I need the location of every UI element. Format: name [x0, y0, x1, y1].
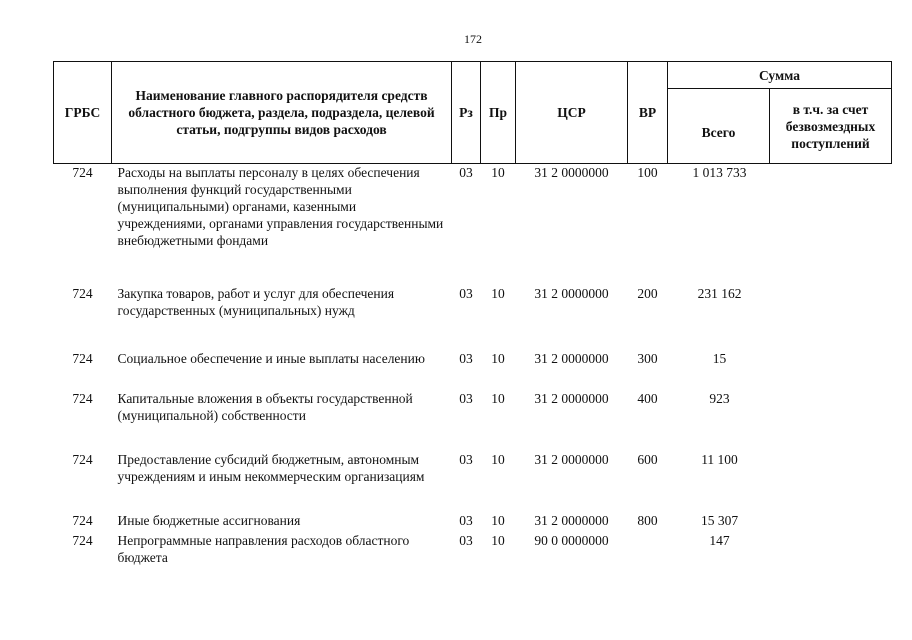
cell-grbs: 724 — [72, 512, 93, 528]
cell-grbs: 724 — [72, 532, 93, 548]
header-free: в т.ч. за счет безвозмездных поступлений — [770, 89, 892, 164]
cell-vr: 300 — [637, 350, 658, 366]
cell-pr: 10 — [491, 532, 505, 548]
cell-pr: 10 — [491, 512, 505, 528]
table-row — [54, 164, 892, 285]
cell-total: 231 162 — [697, 285, 742, 301]
cell-pr: 10 — [491, 451, 505, 467]
cell-name: Расходы на выплаты персоналу в целях обеспечения выполнения функций государственными (муниципальными) органами, казенными учреждениями, органами управления государственными внебюджетными фондами — [117, 165, 444, 248]
header-csr: ЦСР — [516, 62, 628, 164]
cell-csr: 31 2 0000000 — [534, 390, 609, 406]
cell-grbs: 724 — [72, 451, 93, 467]
cell-vr: 400 — [637, 390, 658, 406]
cell-free — [770, 164, 892, 285]
cell-rz: 03 — [459, 350, 473, 366]
cell-rz: 03 — [459, 451, 473, 467]
header-total: Всего — [668, 89, 770, 164]
cell-pr: 10 — [491, 390, 505, 406]
cell-vr: 100 — [637, 165, 658, 180]
cell-name: Закупка товаров, работ и услуг для обеспечения государственных (муниципальных) нужд — [117, 285, 395, 318]
cell-vr — [628, 532, 668, 568]
table-row — [54, 451, 892, 512]
header-rz: Рз — [452, 62, 481, 164]
cell-pr: 10 — [491, 350, 505, 366]
cell-name: Непрограммные направления расходов областного бюджета — [117, 532, 410, 565]
cell-total: 15 307 — [700, 512, 739, 528]
cell-name: Социальное обеспечение и иные выплаты населению — [117, 350, 425, 366]
cell-total: 923 — [709, 390, 730, 406]
table-row — [54, 285, 892, 350]
cell-csr: 31 2 0000000 — [534, 165, 609, 180]
cell-vr: 200 — [637, 285, 658, 301]
table-body — [54, 164, 892, 568]
cell-csr: 31 2 0000000 — [534, 512, 609, 528]
cell-free — [770, 532, 892, 568]
cell-vr: 800 — [637, 512, 658, 528]
cell-vr: 600 — [637, 451, 658, 467]
cell-grbs: 724 — [72, 285, 93, 301]
header-grbs: ГРБС — [54, 62, 112, 164]
cell-rz: 03 — [459, 512, 473, 528]
cell-name: Предоставление субсидий бюджетным, автономным учреждениям и иным некоммерческим организациям — [117, 451, 425, 484]
header-sum: Сумма — [668, 62, 892, 89]
cell-csr: 31 2 0000000 — [534, 285, 609, 301]
cell-rz: 03 — [459, 165, 473, 180]
cell-csr: 90 0 0000000 — [534, 532, 609, 548]
cell-pr: 10 — [491, 165, 505, 180]
budget-table — [53, 61, 892, 568]
table-header — [54, 62, 892, 164]
cell-total: 11 100 — [701, 451, 738, 467]
cell-grbs: 724 — [72, 165, 93, 180]
cell-free — [770, 390, 892, 451]
cell-rz: 03 — [459, 532, 473, 548]
cell-free — [770, 285, 892, 350]
cell-free — [770, 512, 892, 532]
cell-free — [770, 350, 892, 390]
table-row — [54, 512, 892, 532]
cell-free — [770, 451, 892, 512]
cell-name: Капитальные вложения в объекты государственной (муниципальной) собственности — [117, 390, 413, 423]
table-row — [54, 350, 892, 390]
cell-total: 147 — [709, 532, 730, 548]
header-pr: Пр — [481, 62, 516, 164]
cell-grbs: 724 — [72, 350, 93, 366]
cell-pr: 10 — [491, 285, 505, 301]
cell-csr: 31 2 0000000 — [534, 350, 609, 366]
page-number: 172 — [464, 32, 482, 46]
cell-grbs: 724 — [72, 390, 93, 406]
cell-csr: 31 2 0000000 — [534, 451, 609, 467]
table-row — [54, 390, 892, 451]
cell-rz: 03 — [459, 390, 473, 406]
header-name: Наименование главного распорядителя средств областного бюджета, раздела, подраздела, целевой статьи, подгруппы видов расходов — [112, 62, 452, 164]
cell-total: 15 — [712, 350, 727, 366]
cell-rz: 03 — [459, 285, 473, 301]
cell-name: Иные бюджетные ассигнования — [117, 512, 301, 528]
cell-total: 1 013 733 — [692, 165, 747, 180]
table-row — [54, 532, 892, 568]
header-vr: ВР — [628, 62, 668, 164]
